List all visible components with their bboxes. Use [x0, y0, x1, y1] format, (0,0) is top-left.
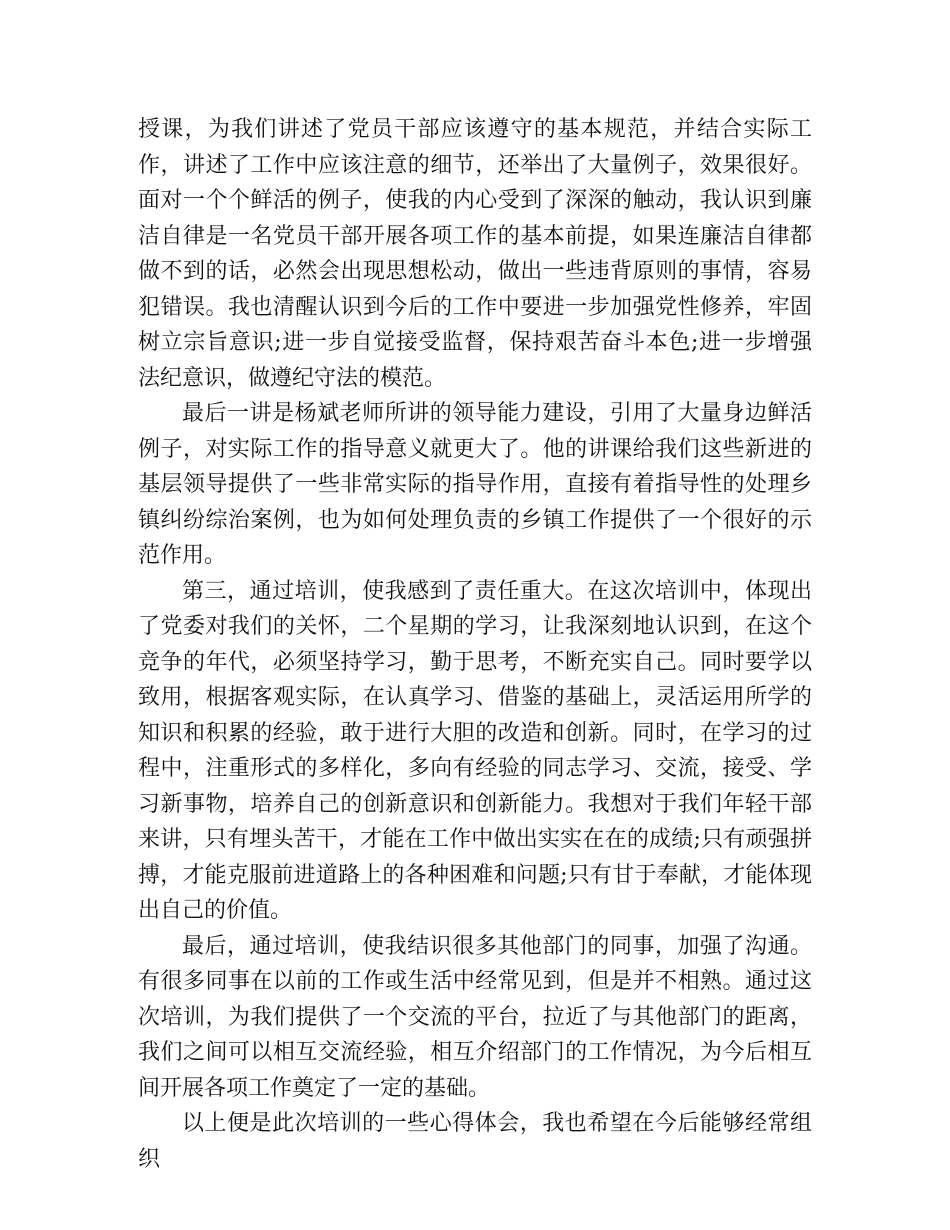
document-body: [138, 112, 812, 1177]
paragraph-5: 以上便是此次培训的一些心得体会，我也希望在今后能够经常组织: [138, 1111, 812, 1172]
paragraph-2: 最后一讲是杨斌老师所讲的领导能力建设，引用了大量身边鲜活例子，对实际工作的指导意义就更大了。他的讲课给我们这些新进的基层领导提供了一些非常实际的指导作用，直接有着指导性的处理乡镇纠纷综治案例，也为如何处理负责的乡镇工作提供了一个很好的示范作用。: [138, 401, 812, 568]
paragraph-3: 第三，通过培训，使我感到了责任重大。在这次培训中，体现出了党委对我们的关怀，二个星期的学习，让我深刻地认识到，在这个竞争的年代，必须坚持学习，勤于思考，不断充实自己。同时要学以致用，根据客观实际，在认真学习、借鉴的基础上，灵活运用所学的知识和积累的经验，敢于进行大胆的改造和创新。同时，在学习的过程中，注重形式的多样化，多向有经验的同志学习、交流，接受、学习新事物，培养自己的创新意识和创新能力。我想对于我们年轻干部来讲，只有埋头苦干，才能在工作中做出实实在在的成绩;只有顽强拼搏，才能克服前进道路上的各种困难和问题;只有甘于奉献，才能体现出自己的价值。: [138, 578, 812, 923]
paragraph-1: 授课，为我们讲述了党员干部应该遵守的基本规范，并结合实际工作，讲述了工作中应该注意的细节，还举出了大量例子，效果很好。面对一个个鲜活的例子，使我的内心受到了深深的触动，我认识到廉洁自律是一名党员干部开展各项工作的基本前提，如果连廉洁自律都做不到的话，必然会出现思想松动，做出一些违背原则的事情，容易犯错误。我也清醒认识到今后的工作中要进一步加强党性修养，牢固树立宗旨意识;进一步自觉接受监督，保持艰苦奋斗本色;进一步增强法纪意识，做遵纪守法的模范。: [138, 117, 812, 391]
paragraph-4: 最后，通过培训，使我结识很多其他部门的同事，加强了沟通。有很多同事在以前的工作或生活中经常见到，但是并不相熟。通过这次培训，为我们提供了一个交流的平台，拉近了与其他部门的距离，我们之间可以相互交流经验，相互介绍部门的工作情况，为今后相互间开展各项工作奠定了一定的基础。: [138, 933, 812, 1101]
